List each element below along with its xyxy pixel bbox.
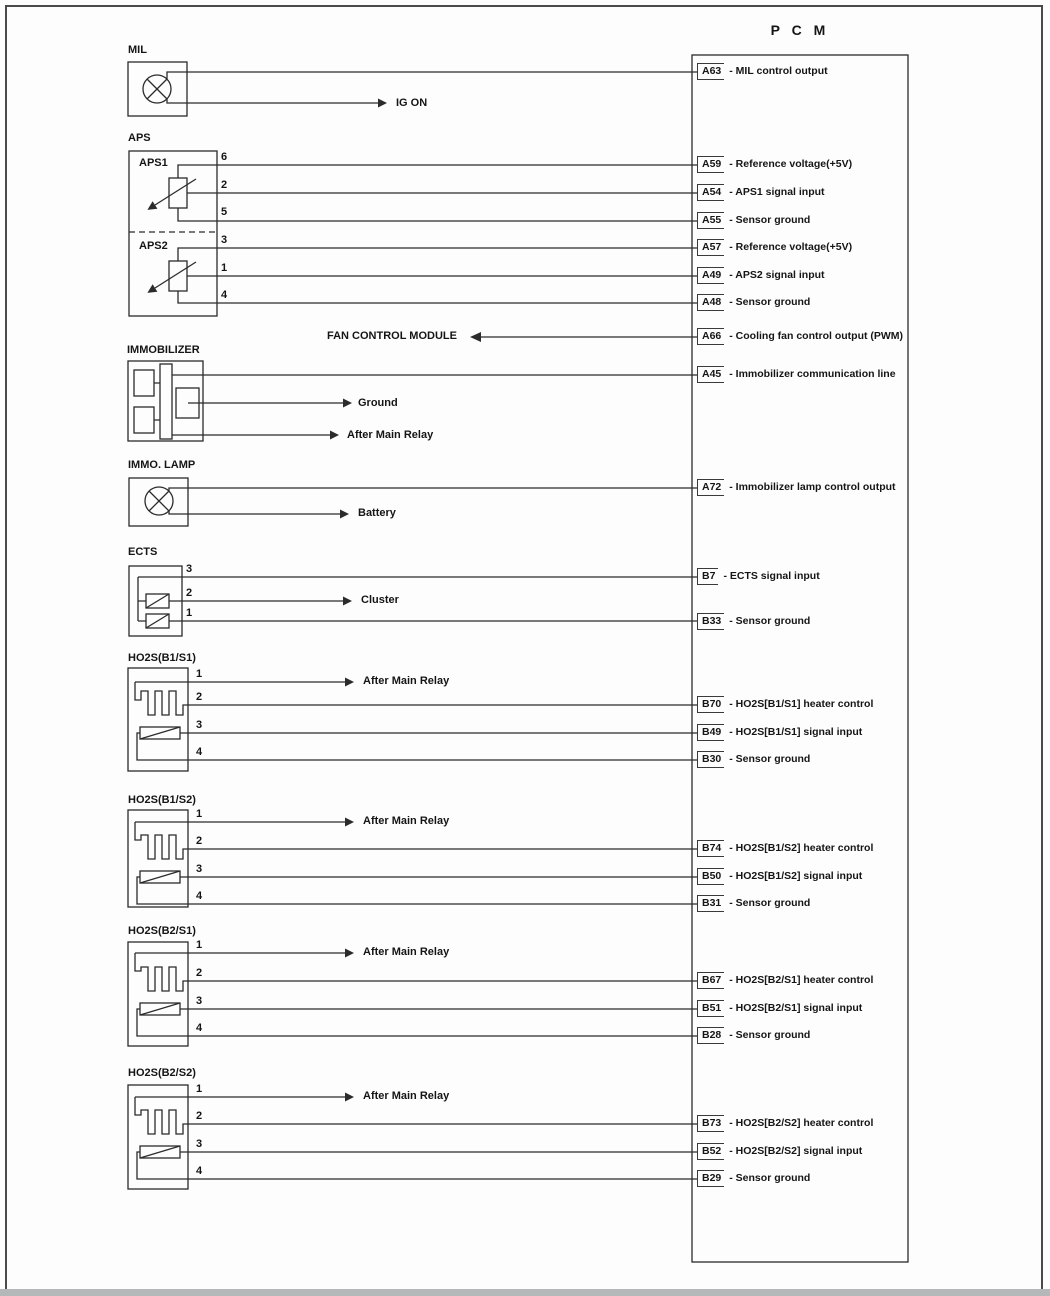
ho2s-pin-number: 4 [196,1022,203,1034]
ho2s-pin-number: 1 [196,668,203,680]
pcm-pin-desc: - ECTS signal input [723,570,820,582]
after-main-relay-label: After Main Relay [363,815,450,827]
ects-label: ECTS [128,546,158,558]
ho2s-pin-number: 1 [196,808,203,820]
aps-pin-number: 4 [221,289,228,301]
pcm-pin-desc: - HO2S[B1/S1] signal input [729,726,863,738]
pcm-pin-desc: - Immobilizer lamp control output [729,481,896,493]
wire-aps-5 [178,208,698,221]
ho2s-b2s1-label: HO2S(B2/S1) [128,925,196,937]
pcm-pin-code: B28 [697,1027,724,1044]
mil-label: MIL [128,44,147,56]
pcm-pin-A63 [697,63,828,80]
pcm-pin-A48 [697,294,810,311]
ho2s-pin-number: 1 [196,1083,203,1095]
ho2s-pin-number: 2 [196,835,203,847]
after-main-relay-label: After Main Relay [363,1090,450,1102]
fan-control-module-label: FAN CONTROL MODULE [327,330,457,342]
pcm-pin-code: B67 [697,972,724,989]
immobilizer-label: IMMOBILIZER [127,344,200,356]
pcm-pin-B67 [697,972,873,989]
pcm-pin-desc: - Sensor ground [729,615,811,627]
ho2s-pin-number: 2 [196,967,203,979]
ground-label: Ground [358,397,398,409]
ho2s-pin-number: 2 [196,1110,203,1122]
pcm-box [692,55,908,1262]
pcm-pin-desc: - APS2 signal input [729,269,825,281]
pcm-pin-desc: - HO2S[B1/S1] heater control [729,698,874,710]
pcm-pin-code: B70 [697,696,724,713]
pcm-pin-code: B33 [697,613,724,630]
pcm-pin-A57 [697,239,852,256]
aps-pin-number: 6 [221,151,228,163]
pcm-pin-B30 [697,751,810,768]
pcm-pin-code: A59 [697,156,724,173]
aps-pin-number: 3 [221,234,228,246]
pcm-pin-code: A49 [697,267,724,284]
wire-immolamp-battery [169,511,340,514]
aps1-label: APS1 [139,157,168,169]
wire-aps-3 [178,248,698,261]
wire-aps-6 [178,165,698,178]
pcm-pin-desc: - HO2S[B2/S2] signal input [729,1145,863,1157]
pcm-pin-desc: - Sensor ground [729,214,811,226]
pcm-pin-B52 [697,1143,862,1160]
ho2s-pin-number: 4 [196,890,203,902]
after-main-relay-label: After Main Relay [347,429,434,441]
ho2s-pin-number: 4 [196,1165,203,1177]
pcm-pin-code: A63 [697,63,724,80]
ho2s-pin-number: 3 [196,719,203,731]
pcm-pin-B7 [697,568,820,585]
ho2s-pin-number: 2 [196,691,203,703]
pcm-pin-B50 [697,868,862,885]
pcm-pin-code: B49 [697,724,724,741]
pcm-pin-desc: - HO2S[B1/S2] signal input [729,870,863,882]
pcm-pin-code: A55 [697,212,724,229]
pcm-pin-code: B7 [697,568,718,585]
pcm-pin-A66 [697,328,903,345]
aps-pin-number: 2 [221,179,228,191]
pcm-pin-code: A72 [697,479,724,496]
ho2s-pin-number: 3 [196,863,203,875]
after-main-relay-label: After Main Relay [363,675,450,687]
pcm-pin-desc: - Reference voltage(+5V) [729,158,853,170]
wire-aps-4 [178,291,698,303]
ho2s-b1s1-label: HO2S(B1/S1) [128,652,196,664]
ects-symbol [129,566,698,636]
ho2s-pin-number: 3 [196,995,203,1007]
pcm-title: P C M [770,22,830,38]
pcm-pin-A49 [697,267,825,284]
pcm-pin-desc: - HO2S[B1/S2] heater control [729,842,874,854]
pcm-pin-B31 [697,895,810,912]
ects-pin-number: 3 [186,563,193,575]
pcm-pin-code: B73 [697,1115,724,1132]
pcm-pin-desc: - HO2S[B2/S1] signal input [729,1002,863,1014]
ho2s-b2s2-label: HO2S(B2/S2) [128,1067,196,1079]
pcm-pin-A45 [697,366,896,383]
pcm-pin-B29 [697,1170,810,1187]
aps-pin-number: 5 [221,206,228,218]
pcm-pin-desc: - APS1 signal input [729,186,825,198]
immo-lamp-symbol [129,478,698,526]
pcm-pin-desc: - HO2S[B2/S1] heater control [729,974,874,986]
pcm-pin-code: A45 [697,366,724,383]
pcm-pin-code: A57 [697,239,724,256]
pcm-pin-A55 [697,212,810,229]
aps-label: APS [128,132,151,144]
pcm-pin-desc: - HO2S[B2/S2] heater control [729,1117,874,1129]
pcm-pin-desc: - Sensor ground [729,1172,811,1184]
pcm-pin-B70 [697,696,873,713]
pcm-pin-desc: - Sensor ground [729,753,811,765]
pcm-pin-A54 [697,184,825,201]
pcm-pin-B28 [697,1027,810,1044]
scan-edge-strip [0,1289,1050,1296]
wire-mil-igon [167,99,378,103]
pcm-pin-B51 [697,1000,862,1017]
ho2s-b1s2-label: HO2S(B1/S2) [128,794,196,806]
pcm-pin-B49 [697,724,862,741]
pcm-pin-code: B29 [697,1170,724,1187]
wire-immolamp-a72 [169,488,698,491]
pcm-pin-B74 [697,840,873,857]
pcm-pin-A72 [697,479,896,496]
ig-on-label: IG ON [396,97,428,109]
ho2s-pin-number: 4 [196,746,203,758]
wire-mil-a63 [167,72,698,79]
ho2s-pin-number: 3 [196,1138,203,1150]
cluster-label: Cluster [361,594,399,606]
battery-label: Battery [358,507,396,519]
pcm-pin-code: B51 [697,1000,724,1017]
pcm-pin-desc: - Sensor ground [729,897,811,909]
fan-control-wire [470,332,698,342]
aps-pin-number: 1 [221,262,228,274]
pcm-pin-desc: - Sensor ground [729,296,811,308]
pcm-pin-code: A66 [697,328,724,345]
pcm-pin-code: B52 [697,1143,724,1160]
pcm-pin-desc: - Cooling fan control output (PWM) [729,330,904,342]
pcm-pin-A59 [697,156,852,173]
pcm-pin-B73 [697,1115,873,1132]
ho2s-pin-number: 1 [196,939,203,951]
pcm-pin-desc: - Sensor ground [729,1029,811,1041]
immo-lamp-label: IMMO. LAMP [128,459,196,471]
pcm-pin-code: B30 [697,751,724,768]
pcm-pin-code: B74 [697,840,724,857]
after-main-relay-label: After Main Relay [363,946,450,958]
pcm-pin-code: B31 [697,895,724,912]
aps-symbol [129,151,698,316]
ects-pin-number: 1 [186,607,193,619]
pcm-pin-desc: - MIL control output [729,65,828,77]
pcm-pin-desc: - Reference voltage(+5V) [729,241,853,253]
pcm-pin-code: B50 [697,868,724,885]
ects-pin-number: 2 [186,587,193,599]
pcm-pin-desc: - Immobilizer communication line [729,368,896,380]
pcm-pin-B33 [697,613,810,630]
pcm-pin-code: A48 [697,294,724,311]
aps2-label: APS2 [139,240,168,252]
pcm-pin-code: A54 [697,184,724,201]
